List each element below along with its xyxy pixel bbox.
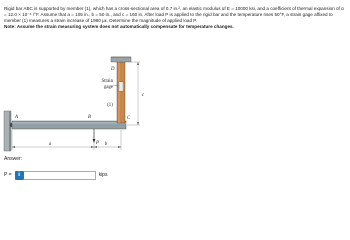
rigid-bar-abc (12, 121, 126, 129)
gage-label-line2: gage (103, 85, 113, 90)
label-a: A (15, 115, 18, 120)
label-d: D (111, 67, 115, 72)
member-1 (117, 62, 125, 123)
label-member-1: (1) (107, 103, 113, 108)
answer-unit: kips (98, 172, 108, 178)
problem-statement (4, 6, 346, 30)
dimension-a-label: a (48, 142, 52, 147)
ceiling-support-d (111, 57, 131, 62)
label-c: C (127, 116, 131, 121)
load-answer-input[interactable] (24, 171, 96, 180)
gage-label-line1: Strain (101, 79, 113, 84)
answer-row (4, 170, 107, 180)
structure-figure (0, 52, 350, 176)
answer-variable: P = (4, 172, 12, 178)
answer-label: Answer: (4, 156, 23, 162)
problem-note: Note: Assume the strain measuring system does not automatically compensate for temperature changes. (4, 24, 234, 29)
dimension-c-label: c (142, 93, 145, 98)
info-icon[interactable]: i (15, 171, 24, 180)
problem-text: Rigid bar ABC is supported by member (1), which has a cross-sectional area of 0.7 in.², an elastic modulus of E = 10000 ksi, and a coefficient of thermal expansion of α = 12.0 × 10⁻⁶ /°F. Assume that a = 105 in., b = 50 in., and c = 160 in. After load P is applied to the rigid bar and the temperature rises 50°F, a strain gage affixed to member (1) measures a strain increase of 1980 με. Determine the magnitude of applied load P. (4, 6, 344, 23)
label-load-p: P (96, 141, 99, 146)
label-b: B (88, 115, 91, 120)
dimension-b-label: b (104, 142, 108, 147)
